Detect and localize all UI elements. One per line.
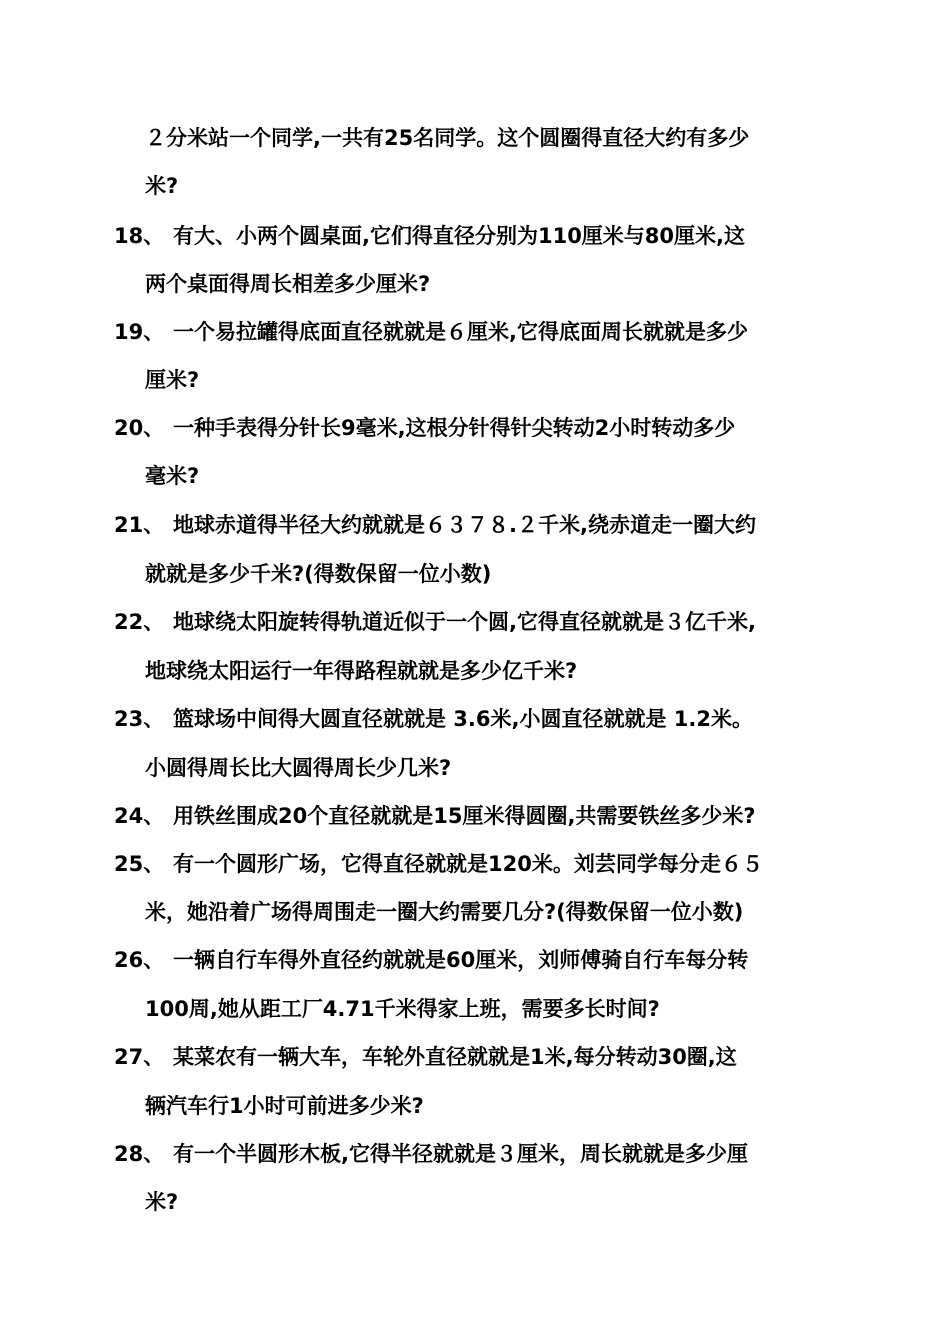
question-number: 28、 bbox=[114, 1142, 165, 1166]
question-text: 地球绕太阳旋转得轨道近似于一个圆,它得直径就就是３亿千米, bbox=[173, 610, 756, 634]
question-text: 有大、小两个圆桌面,它们得直径分别为110厘米与80厘米,这 bbox=[173, 224, 746, 248]
question-text: 一个易拉罐得底面直径就就是６厘米,它得底面周长就就是多少 bbox=[173, 320, 748, 344]
question-number: 26、 bbox=[114, 948, 165, 972]
question-text: 一种手表得分针长9毫米,这根分针得针尖转动2小时转动多少 bbox=[173, 416, 736, 440]
intro-line-2: 米? bbox=[145, 174, 179, 198]
question-text-continued: 100周,她从距工厂4.71千米得家上班，需要多长时间? bbox=[145, 997, 660, 1021]
question-text-continued: 就就是多少千米?(得数保留一位小数) bbox=[145, 562, 492, 586]
question-number: 22、 bbox=[114, 610, 165, 634]
question-number: 20、 bbox=[114, 416, 165, 440]
question-number: 24、 bbox=[114, 804, 165, 828]
question-number: 27、 bbox=[114, 1045, 165, 1069]
question-text-continued: 米? bbox=[145, 1190, 179, 1214]
question-text-continued: 厘米? bbox=[145, 368, 200, 392]
question-text-continued: 两个桌面得周长相差多少厘米? bbox=[145, 272, 431, 296]
question-number: 18、 bbox=[114, 224, 165, 248]
question-text: 某菜农有一辆大车，车轮外直径就就是1米,每分转动30圈,这 bbox=[173, 1045, 737, 1069]
intro-line-1: ２分米站一个同学,一共有25名同学。这个圆圈得直径大约有多少 bbox=[145, 126, 750, 150]
question-text-continued: 米，她沿着广场得周围走一圈大约需要几分?(得数保留一位小数) bbox=[145, 900, 744, 924]
question-text-continued: 地球绕太阳运行一年得路程就就是多少亿千米? bbox=[145, 659, 578, 683]
question-number: 23、 bbox=[114, 707, 165, 731]
question-text: 篮球场中间得大圆直径就就是 3.6米,小圆直径就就是 1.2米。 bbox=[173, 707, 753, 731]
question-number: 25、 bbox=[114, 852, 165, 876]
question-text: 一辆自行车得外直径约就就是60厘米，刘师傅骑自行车每分转 bbox=[173, 948, 749, 972]
question-text: 有一个圆形广场，它得直径就就是120米。刘芸同学每分走６５ bbox=[173, 852, 763, 876]
question-text: 有一个半圆形木板,它得半径就就是３厘米，周长就就是多少厘 bbox=[173, 1142, 748, 1166]
question-number: 19、 bbox=[114, 320, 165, 344]
question-text: 用铁丝围成20个直径就就是15厘米得圆圈,共需要铁丝多少米? bbox=[173, 804, 756, 828]
question-text-continued: 辆汽车行1小时可前进多少米? bbox=[145, 1094, 424, 1118]
question-text-continued: 小圆得周长比大圆得周长少几米? bbox=[145, 756, 452, 780]
question-text: 地球赤道得半径大约就就是６３７８.２千米,绕赤道走一圈大约 bbox=[173, 513, 756, 537]
question-number: 21、 bbox=[114, 513, 165, 537]
question-text-continued: 毫米? bbox=[145, 464, 200, 488]
